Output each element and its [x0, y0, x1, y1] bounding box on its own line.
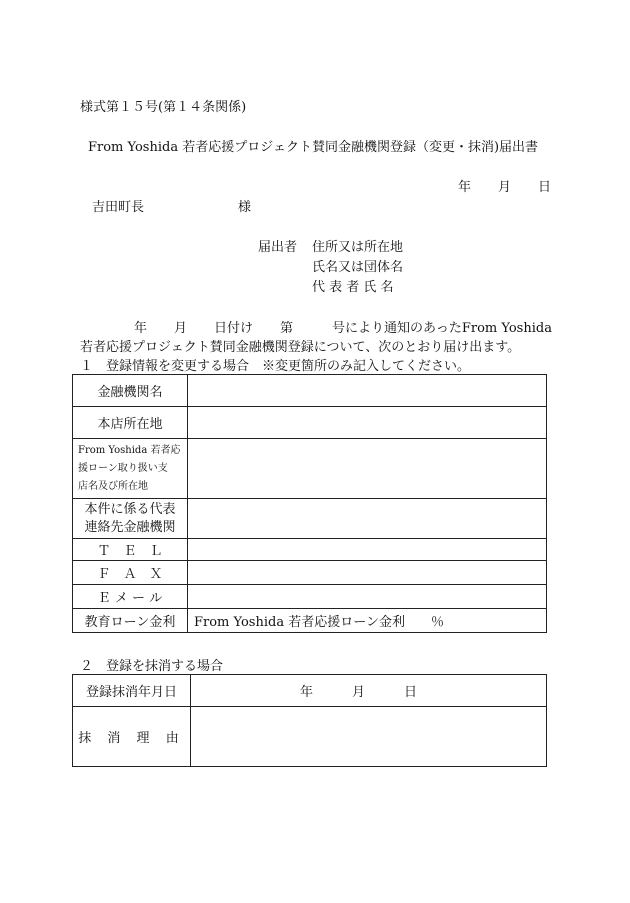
change-info-table	[72, 374, 547, 633]
submitter-address-label: 住所又は所在地	[312, 240, 404, 255]
section2-heading: ２ 登録を抹消する場合	[80, 659, 224, 674]
date-month-label: 月	[498, 180, 512, 195]
intro-dated: 日付け	[214, 321, 254, 336]
deletion-table	[72, 674, 547, 767]
email-label: Ｅ メ ー ル	[73, 585, 188, 609]
table-row	[73, 561, 547, 585]
tel-label: Ｔ Ｅ Ｌ	[73, 539, 188, 561]
branch-label-line: From Yoshida 若者応	[78, 444, 181, 456]
table-row	[73, 407, 547, 439]
branch-label-line: 店名及び所在地	[78, 480, 148, 492]
deletion-date-label: 登録抹消年月日	[73, 675, 191, 707]
submitter-representative-label: 代 表 者 氏 名	[312, 280, 394, 295]
loan-rate-label: 教育ローン金利	[73, 609, 188, 633]
deletion-date-field[interactable]: 年 月 日	[191, 675, 547, 707]
intro-year: 年	[134, 321, 148, 336]
form-number: 様式第１５号(第１４条関係)	[80, 100, 247, 115]
branch-label	[73, 439, 188, 499]
deletion-reason-label: 抹 消 理 由	[73, 707, 191, 767]
section1-heading: １ 登録情報を変更する場合 ※変更箇所のみ記入してください。	[80, 359, 471, 374]
intro-line2: 若者応援プロジェクト賛同金融機関登録について、次のとおり届け出ます。	[80, 340, 521, 355]
table-row	[73, 439, 547, 499]
branch-label-line: 援ローン取り扱い支	[78, 462, 168, 474]
addressee-name: 吉田町長	[92, 200, 145, 215]
branch-field[interactable]	[188, 439, 547, 499]
date-day-label: 日	[538, 180, 552, 195]
submitter-heading: 届出者	[258, 240, 298, 255]
contact-institution-field[interactable]	[188, 499, 547, 539]
addressee-honorific: 様	[238, 200, 252, 215]
table-row	[73, 539, 547, 561]
head-office-field[interactable]	[188, 407, 547, 439]
loan-rate-field[interactable]: From Yoshida 若者応援ローン金利 ％	[188, 609, 547, 633]
contact-label-line: 連絡先金融機関	[84, 519, 176, 535]
intro-line1-tail: 号により通知のあったFrom Yoshida	[332, 321, 552, 336]
table-row	[73, 675, 547, 707]
table-row	[73, 585, 547, 609]
email-field[interactable]	[188, 585, 547, 609]
table-row	[73, 707, 547, 767]
table-row	[73, 375, 547, 407]
date-year-label: 年	[458, 180, 472, 195]
fax-field[interactable]	[188, 561, 547, 585]
intro-number-prefix: 第	[280, 321, 294, 336]
fax-label: Ｆ Ａ Ｘ	[73, 561, 188, 585]
head-office-label: 本店所在地	[73, 407, 188, 439]
form-title: From Yoshida 若者応援プロジェクト賛同金融機関登録（変更・抹消)届出書	[88, 140, 539, 155]
deletion-reason-field[interactable]	[191, 707, 547, 767]
institution-name-label: 金融機関名	[73, 375, 188, 407]
submitter-name-label: 氏名又は団体名	[312, 260, 404, 275]
table-row	[73, 499, 547, 539]
tel-field[interactable]	[188, 539, 547, 561]
contact-institution-label	[73, 499, 188, 539]
contact-label-line: 本件に係る代表	[84, 501, 176, 517]
intro-month: 月	[174, 321, 188, 336]
institution-name-field[interactable]	[188, 375, 547, 407]
table-row	[73, 609, 547, 633]
